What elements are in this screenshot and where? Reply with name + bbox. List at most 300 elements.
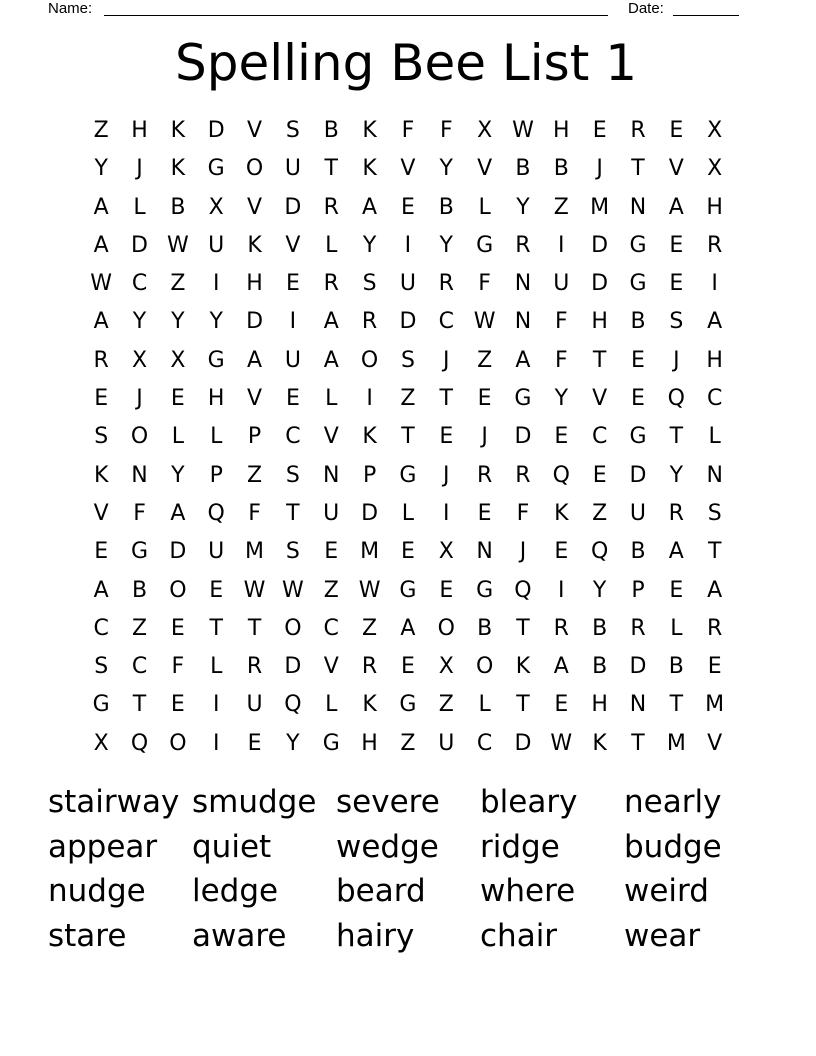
grid-cell: Y <box>286 730 300 756</box>
grid-cell: F <box>133 500 146 526</box>
grid-cell: Q <box>207 500 225 526</box>
grid-cell: M <box>360 539 380 565</box>
grid-cell: P <box>247 424 262 450</box>
grid-cell: E <box>669 577 684 603</box>
date-label: Date: <box>628 0 664 17</box>
word-bank-item: wear <box>624 917 701 954</box>
grid-cell: R <box>438 271 454 297</box>
grid-cell: N <box>131 462 148 488</box>
grid-cell: V <box>323 654 339 680</box>
grid-cell: P <box>209 462 223 488</box>
grid-cell: O <box>437 615 455 641</box>
grid-cell: T <box>401 424 415 450</box>
grid-cell: Y <box>171 462 185 488</box>
word-bank-item: nudge <box>48 873 146 909</box>
grid-cell: J <box>443 462 450 488</box>
grid-cell: M <box>666 730 686 756</box>
grid-cell: E <box>400 654 415 680</box>
grid-cell: K <box>554 500 569 526</box>
grid-row <box>82 150 734 188</box>
grid-cell: U <box>246 692 263 718</box>
grid-cell: Q <box>130 730 149 756</box>
grid-cell: J <box>481 424 488 450</box>
grid-cell: A <box>362 194 378 220</box>
word-bank-item: stairway <box>48 784 180 820</box>
grid-cell: X <box>477 118 493 143</box>
grid-cell: G <box>629 424 647 450</box>
grid-cell: H <box>361 730 378 756</box>
grid-cell: T <box>324 156 338 182</box>
grid-row <box>82 418 734 456</box>
grid-cell: U <box>438 730 455 756</box>
grid-cell: E <box>554 539 569 565</box>
grid-cell: S <box>707 500 722 526</box>
grid-cell: K <box>170 156 186 182</box>
grid-row <box>82 380 734 418</box>
grid-cell: V <box>400 156 416 182</box>
word-bank-item: hairy <box>336 917 415 954</box>
grid-cell: B <box>592 615 608 641</box>
grid-cell: B <box>438 194 454 220</box>
grid-cell: U <box>553 271 570 297</box>
grid-cell: W <box>512 118 534 143</box>
grid-cell: T <box>631 156 645 182</box>
grid-cell: F <box>478 271 491 297</box>
grid-cell: M <box>590 194 610 220</box>
grid-cell: I <box>289 309 297 335</box>
grid-cell: R <box>515 462 531 488</box>
grid-cell: N <box>706 462 723 488</box>
grid-cell: J <box>673 347 680 373</box>
word-search-grid <box>82 112 734 763</box>
grid-cell: Y <box>132 309 147 335</box>
grid-cell: G <box>629 271 647 297</box>
grid-cell: J <box>136 156 143 182</box>
grid-cell: H <box>591 309 608 335</box>
grid-cell: A <box>668 539 684 565</box>
grid-cell: C <box>476 730 493 756</box>
grid-cell: Y <box>554 386 569 412</box>
grid-cell: X <box>438 654 454 680</box>
grid-cell: T <box>516 692 530 718</box>
grid-cell: E <box>669 118 684 143</box>
grid-cell: B <box>477 615 493 641</box>
grid-cell: S <box>669 309 684 335</box>
grid-cell: A <box>323 347 339 373</box>
grid-cell: S <box>285 539 300 565</box>
grid-cell: V <box>247 386 263 412</box>
grid-cell: D <box>514 730 532 756</box>
grid-cell: X <box>438 539 454 565</box>
grid-cell: V <box>247 194 263 220</box>
grid-cell: W <box>550 730 573 756</box>
grid-cell: E <box>439 577 454 603</box>
grid-cell: L <box>133 194 146 220</box>
grid-cell: U <box>399 271 416 297</box>
grid-cell: T <box>286 500 300 526</box>
grid-cell: V <box>93 500 109 526</box>
grid-cell: K <box>592 730 607 756</box>
grid-cell: C <box>285 424 301 450</box>
grid-cell: T <box>247 615 262 641</box>
grid-cell: N <box>514 309 532 335</box>
grid-cell: O <box>169 577 187 603</box>
grid-row <box>82 610 734 648</box>
grid-cell: V <box>247 118 263 143</box>
grid-cell: T <box>592 347 607 373</box>
grid-cell: B <box>170 194 186 220</box>
grid-cell: E <box>400 194 415 220</box>
grid-cell: J <box>136 386 143 412</box>
grid-cell: Y <box>439 232 453 258</box>
grid-cell: E <box>631 386 645 412</box>
grid-cell: G <box>476 577 494 603</box>
grid-cell: B <box>592 654 608 680</box>
grid-cell: T <box>707 539 722 565</box>
grid-cell: L <box>708 424 721 450</box>
grid-cell: U <box>208 232 225 258</box>
grid-cell: L <box>171 424 184 450</box>
grid-cell: A <box>247 347 263 373</box>
grid-cell: I <box>212 730 220 756</box>
grid-cell: I <box>212 271 220 297</box>
grid-cell: G <box>629 232 647 258</box>
grid-cell: Y <box>516 194 530 220</box>
grid-cell: C <box>438 309 454 335</box>
grid-cell: Z <box>438 692 454 718</box>
grid-row <box>82 189 734 227</box>
grid-cell: T <box>132 692 147 718</box>
grid-cell: D <box>361 500 379 526</box>
grid-cell: O <box>169 730 187 756</box>
grid-cell: A <box>93 232 109 258</box>
grid-cell: G <box>476 232 494 258</box>
name-line <box>104 15 608 16</box>
grid-cell: U <box>208 539 225 565</box>
grid-cell: Z <box>592 500 608 526</box>
grid-row <box>82 495 734 533</box>
word-bank-item: nearly <box>624 784 722 820</box>
grid-cell: E <box>631 347 645 373</box>
grid-cell: P <box>362 462 377 488</box>
grid-cell: J <box>443 347 450 373</box>
grid-cell: E <box>400 539 415 565</box>
grid-cell: C <box>131 654 148 680</box>
grid-cell: H <box>706 194 723 220</box>
grid-cell: Z <box>400 386 416 412</box>
grid-row <box>82 457 734 495</box>
grid-cell: O <box>130 424 149 450</box>
grid-cell: B <box>630 539 646 565</box>
word-bank-item: ledge <box>192 873 279 909</box>
grid-cell: X <box>131 347 148 373</box>
grid-cell: A <box>515 347 531 373</box>
grid-cell: R <box>323 271 339 297</box>
grid-cell: V <box>477 156 493 182</box>
grid-cell: K <box>362 118 377 143</box>
grid-cell: H <box>246 271 263 297</box>
grid-cell: K <box>170 118 186 143</box>
grid-cell: X <box>170 347 186 373</box>
grid-cell: R <box>553 615 569 641</box>
grid-row <box>82 303 734 341</box>
grid-cell: V <box>668 156 684 182</box>
word-bank-item: quiet <box>192 828 272 865</box>
grid-cell: E <box>94 539 109 565</box>
grid-cell: W <box>282 577 304 603</box>
grid-cell: X <box>208 194 224 220</box>
grid-cell: E <box>439 424 454 450</box>
grid-cell: E <box>170 692 185 718</box>
grid-cell: A <box>707 577 723 603</box>
grid-cell: L <box>325 232 338 258</box>
grid-cell: D <box>284 654 302 680</box>
grid-cell: E <box>669 271 684 297</box>
grid-cell: I <box>212 692 220 718</box>
grid-cell: T <box>209 615 223 641</box>
grid-cell: U <box>284 156 301 182</box>
grid-cell: V <box>285 232 301 258</box>
grid-cell: I <box>711 271 718 297</box>
word-bank <box>48 780 768 958</box>
grid-cell: N <box>629 692 647 718</box>
grid-cell: L <box>401 500 415 526</box>
grid-cell: E <box>285 271 300 297</box>
grid-cell: A <box>170 500 186 526</box>
grid-cell: L <box>210 654 223 680</box>
grid-row <box>82 572 734 610</box>
grid-cell: S <box>285 118 300 143</box>
grid-cell: N <box>514 271 532 297</box>
grid-cell: R <box>515 232 531 258</box>
grid-cell: V <box>707 730 723 756</box>
grid-cell: L <box>478 194 491 220</box>
grid-cell: E <box>592 118 607 143</box>
grid-cell: S <box>400 347 415 373</box>
grid-cell: E <box>247 730 262 756</box>
grid-cell: K <box>362 424 377 450</box>
grid-cell: N <box>476 539 493 565</box>
grid-cell: I <box>404 232 412 258</box>
grid-cell: W <box>90 271 113 297</box>
grid-cell: E <box>170 615 185 641</box>
grid-cell: T <box>631 730 645 756</box>
grid-cell: A <box>707 309 723 335</box>
grid-cell: A <box>93 577 109 603</box>
grid-cell: E <box>477 500 492 526</box>
grid-cell: Z <box>131 615 148 641</box>
grid-cell: I <box>558 577 565 603</box>
grid-cell: U <box>323 500 340 526</box>
grid-cell: Q <box>284 692 302 718</box>
grid-cell: D <box>246 309 264 335</box>
grid-cell: H <box>591 692 608 718</box>
grid-cell: A <box>93 309 109 335</box>
grid-cell: R <box>630 118 646 143</box>
grid-cell: E <box>94 386 109 412</box>
grid-cell: C <box>706 386 723 412</box>
grid-cell: E <box>477 386 492 412</box>
grid-cell: B <box>131 577 148 603</box>
grid-cell: L <box>670 615 683 641</box>
grid-cell: K <box>247 232 262 258</box>
grid-cell: F <box>171 654 185 680</box>
grid-cell: S <box>285 462 300 488</box>
grid-cell: F <box>439 118 453 143</box>
word-bank-item: chair <box>480 917 558 954</box>
grid-cell: T <box>439 386 453 412</box>
grid-cell: B <box>668 654 684 680</box>
grid-cell: E <box>592 462 607 488</box>
grid-cell: Z <box>362 615 378 641</box>
grid-cell: Y <box>439 156 453 182</box>
grid-cell: K <box>362 156 377 182</box>
word-bank-item: wedge <box>336 828 439 865</box>
grid-cell: F <box>554 309 568 335</box>
grid-cell: D <box>591 232 609 258</box>
grid-cell: S <box>362 271 377 297</box>
grid-cell: Y <box>94 156 108 182</box>
grid-cell: E <box>285 386 300 412</box>
grid-cell: M <box>705 692 725 718</box>
grid-cell: R <box>476 462 493 488</box>
grid-cell: A <box>323 309 339 335</box>
grid-cell: Y <box>362 232 377 258</box>
grid-cell: Z <box>93 118 109 143</box>
grid-cell: K <box>515 654 531 680</box>
word-bank-item: smudge <box>192 784 317 820</box>
grid-row <box>82 112 734 150</box>
grid-cell: F <box>516 500 530 526</box>
grid-cell: R <box>246 654 263 680</box>
grid-cell: Q <box>514 577 532 603</box>
name-label: Name: <box>48 0 93 17</box>
grid-cell: F <box>401 118 415 143</box>
grid-cell: E <box>170 386 185 412</box>
grid-cell: G <box>514 386 532 412</box>
grid-cell: H <box>553 118 570 143</box>
grid-cell: Y <box>592 577 607 603</box>
grid-cell: C <box>93 615 109 641</box>
grid-cell: D <box>629 654 647 680</box>
grid-cell: P <box>631 577 645 603</box>
grid-cell: W <box>358 577 381 603</box>
grid-cell: H <box>131 118 148 143</box>
grid-cell: D <box>131 232 148 258</box>
grid-cell: D <box>514 424 532 450</box>
word-bank-item: beard <box>336 873 426 909</box>
grid-cell: Z <box>553 194 569 220</box>
grid-cell: E <box>554 424 569 450</box>
word-bank-item: ridge <box>480 828 560 865</box>
grid-cell: Q <box>552 462 570 488</box>
grid-cell: K <box>362 692 377 718</box>
word-bank-item: severe <box>336 784 440 820</box>
grid-cell: Y <box>669 462 684 488</box>
grid-cell: K <box>93 462 109 488</box>
grid-cell: S <box>94 424 109 450</box>
date-line <box>673 15 739 16</box>
grid-cell: G <box>322 730 340 756</box>
grid-cell: J <box>519 539 527 565</box>
grid-cell: I <box>558 232 565 258</box>
grid-cell: I <box>366 386 373 412</box>
grid-cell: R <box>323 194 339 220</box>
grid-cell: C <box>591 424 608 450</box>
grid-cell: R <box>93 347 109 373</box>
grid-row <box>82 686 734 724</box>
grid-cell: D <box>629 462 647 488</box>
grid-cell: A <box>553 654 569 680</box>
grid-cell: D <box>284 194 302 220</box>
grid-cell: D <box>169 539 187 565</box>
grid-cell: G <box>207 347 225 373</box>
grid-cell: R <box>707 232 723 258</box>
grid-cell: I <box>443 500 450 526</box>
grid-cell: E <box>209 577 224 603</box>
grid-cell: B <box>515 156 531 182</box>
grid-cell: V <box>323 424 339 450</box>
grid-cell: H <box>207 386 225 412</box>
grid-cell: J <box>596 156 603 182</box>
page-title: Spelling Bee List 1 <box>174 34 638 92</box>
grid-cell: C <box>131 271 148 297</box>
grid-cell: T <box>669 692 684 718</box>
grid-cell: D <box>591 271 609 297</box>
grid-cell: B <box>630 309 646 335</box>
grid-cell: T <box>669 424 684 450</box>
grid-cell: L <box>478 692 491 718</box>
grid-cell: E <box>324 539 339 565</box>
grid-cell: W <box>473 309 496 335</box>
grid-cell: Z <box>247 462 263 488</box>
grid-cell: Q <box>590 539 609 565</box>
word-bank-item: aware <box>192 917 287 954</box>
word-bank-item: weird <box>624 873 709 909</box>
grid-cell: X <box>93 730 109 756</box>
grid-cell: R <box>707 615 723 641</box>
grid-cell: G <box>207 156 225 182</box>
word-bank-item: appear <box>48 828 158 865</box>
grid-row <box>82 648 734 686</box>
grid-row <box>82 342 734 380</box>
grid-cell: U <box>284 347 301 373</box>
grid-cell: Z <box>477 347 493 373</box>
grid-row <box>82 227 734 265</box>
grid-cell: R <box>630 615 646 641</box>
grid-cell: Q <box>667 386 685 412</box>
grid-cell: F <box>248 500 261 526</box>
grid-cell: T <box>516 615 530 641</box>
grid-cell: S <box>94 654 109 680</box>
grid-cell: A <box>668 194 684 220</box>
grid-cell: N <box>323 462 340 488</box>
grid-cell: R <box>361 654 378 680</box>
grid-cell: E <box>554 692 569 718</box>
grid-cell: D <box>399 309 417 335</box>
grid-cell: N <box>629 194 647 220</box>
grid-cell: E <box>669 232 684 258</box>
grid-cell: O <box>475 654 494 680</box>
word-bank-item: stare <box>48 917 127 954</box>
grid-cell: X <box>707 156 723 182</box>
grid-cell: L <box>325 386 338 412</box>
word-bank-item: budge <box>624 828 722 865</box>
grid-cell: O <box>284 615 302 641</box>
grid-cell: B <box>323 118 339 143</box>
worksheet-header <box>48 0 748 20</box>
grid-cell: G <box>399 462 417 488</box>
